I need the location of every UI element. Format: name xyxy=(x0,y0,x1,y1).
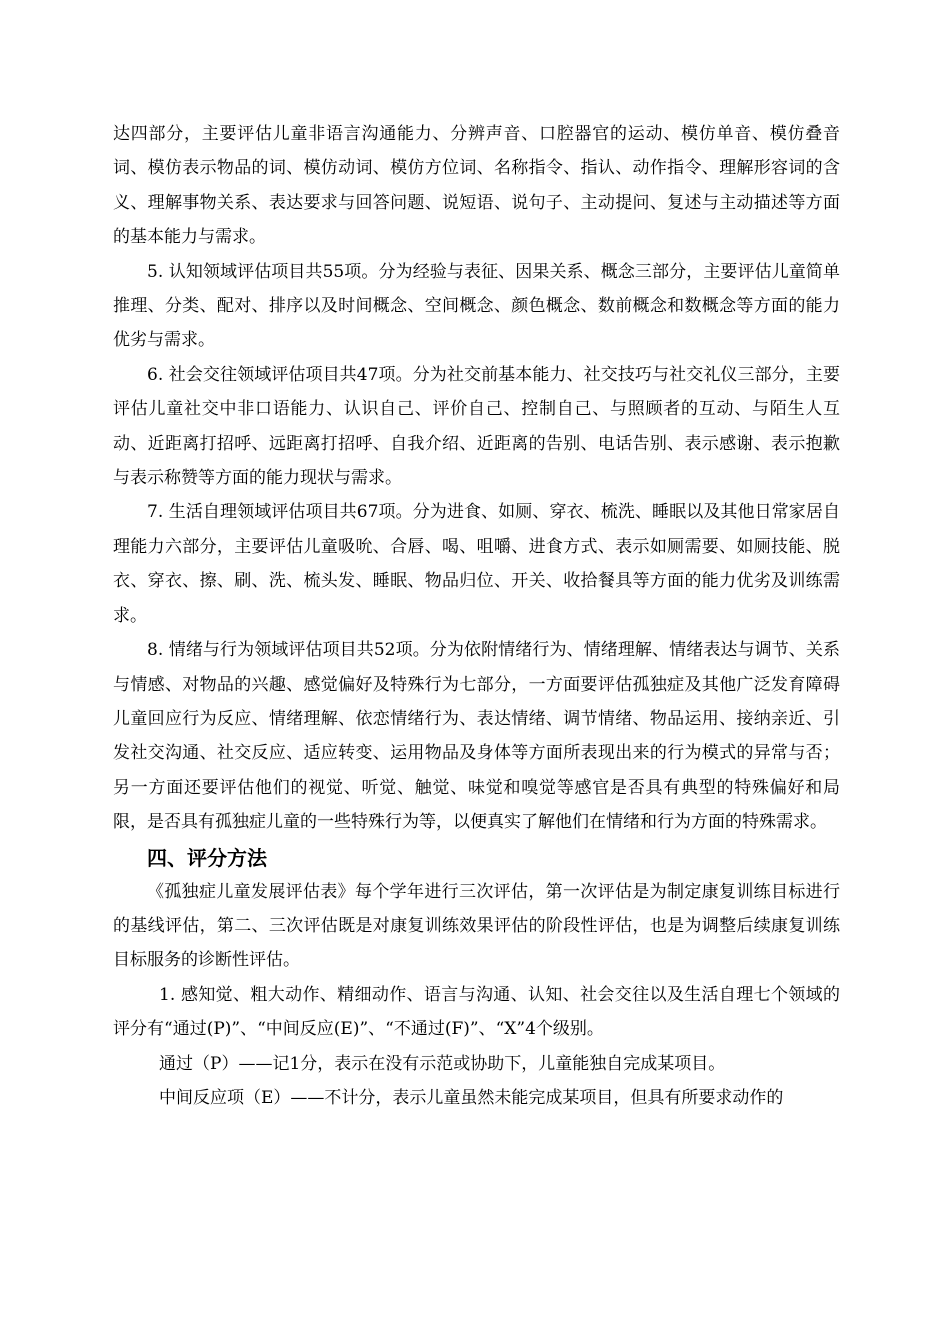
paragraph-scoring-levels: 1. 感知觉、粗大动作、精细动作、语言与沟通、认知、社会交往以及生活自理七个领域的评分有“通过(P)”、“中间反应(E)”、“不通过(F)”、“X”4个级别。 xyxy=(113,984,840,1040)
document-page xyxy=(113,117,840,1115)
paragraph-pass-definition: 通过（P）——记1分，表示在没有示范或协助下，儿童能独自完成某项目。 xyxy=(159,1053,726,1074)
paragraph-language-continued: 达四部分，主要评估儿童非语言沟通能力、分辨声音、口腔器官的运动、模仿单音、模仿叠音词、模仿表示物品的词、模仿动词、模仿方位词、名称指令、指认、动作指令、理解形容词的含义、理解事物关系、表达要求与回答问题、说短语、说句子、主动提问、复述与主动描述等方面的基本能力与需求。 xyxy=(113,124,840,248)
paragraph-emerging-definition: 中间反应项（E）——不计分，表示儿童虽然未能完成某项目，但具有所要求动作的 xyxy=(159,1087,784,1108)
paragraph-cognition: 5. 认知领域评估项目共55项。分为经验与表征、因果关系、概念三部分，主要评估儿童简单推理、分类、配对、排序以及时间概念、空间概念、颜色概念、数前概念和数概念等方面的能力优劣与需求。 xyxy=(113,261,840,351)
paragraph-emotion-behavior: 8. 情绪与行为领域评估项目共52项。分为依附情绪行为、情绪理解、情绪表达与调节、关系与情感、对物品的兴趣、感觉偏好及特殊行为七部分，一方面要评估孤独症及其他广泛发育障碍儿童回应行为反应、情绪理解、依恋情绪行为、表达情绪、调节情绪、物品运用、接纳亲近、引发社交沟通、社交反应、适应转变、运用物品及身体等方面所表现出来的行为模式的异常与否；另一方面还要评估他们的视觉、听觉、触觉、味觉和嗅觉等感官是否具有典型的特殊偏好和局限，是否具有孤独症儿童的一些特殊行为等，以便真实了解他们在情绪和行为方面的特殊需求。 xyxy=(113,640,840,833)
paragraph-scoring-intro: 《孤独症儿童发展评估表》每个学年进行三次评估，第一次评估是为制定康复训练目标进行的基线评估，第二、三次评估既是对康复训练效果评估的阶段性评估，也是为调整后续康复训练目标服务的诊断性评估。 xyxy=(113,881,840,971)
paragraph-social: 6. 社会交往领域评估项目共47项。分为社交前基本能力、社交技巧与社交礼仪三部分，主要评估儿童社交中非口语能力、认识自己、评价自己、控制自己、与照顾者的互动、与陌生人互动、近距离打招呼、远距离打招呼、自我介绍、近距离的告别、电话告别、表示感谢、表示抱歉与表示称赞等方面的能力现状与需求。 xyxy=(113,364,840,489)
section-heading-scoring: 四、评分方法 xyxy=(147,845,267,870)
paragraph-self-care: 7. 生活自理领域评估项目共67项。分为进食、如厕、穿衣、梳洗、睡眠以及其他日常家居自理能力六部分，主要评估儿童吸吮、合唇、喝、咀嚼、进食方式、表示如厕需要、如厕技能、脱衣、穿衣、擦、刷、洗、梳头发、睡眠、物品归位、开关、收拾餐具等方面的能力优劣及训练需求。 xyxy=(113,502,840,626)
